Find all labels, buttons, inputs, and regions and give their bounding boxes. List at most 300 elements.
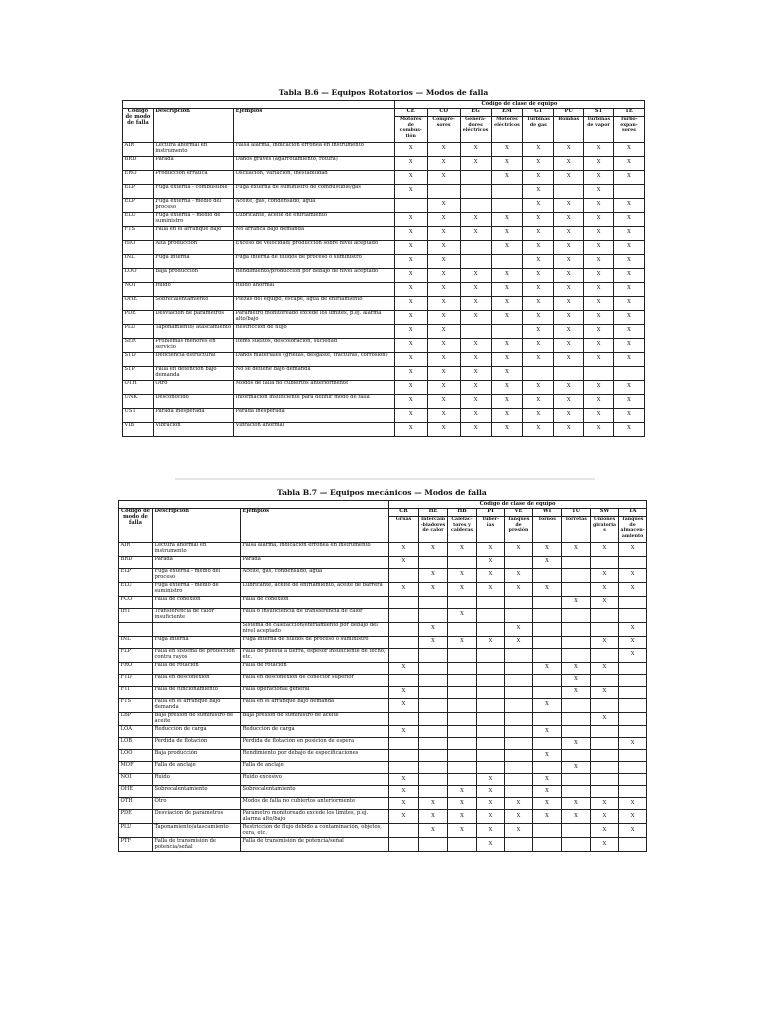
col-code-header: Código de modo de falla (119, 508, 153, 542)
failure-example: Ruido anormal (234, 282, 395, 296)
table-row (119, 798, 647, 810)
applicability-mark (562, 712, 591, 726)
applicability-mark: X (389, 798, 419, 810)
applicability-mark: X (477, 568, 505, 582)
applicability-mark: X (389, 786, 419, 798)
class-code: EG (460, 108, 491, 116)
applicability-mark: X (505, 568, 533, 582)
applicability-mark: X (427, 408, 460, 422)
failure-description: Ruido (153, 774, 241, 786)
applicability-mark (591, 762, 619, 774)
class-code: CO (427, 108, 460, 116)
applicability-mark (477, 622, 505, 636)
class-code: CE (394, 108, 427, 116)
applicability-mark: X (394, 240, 427, 254)
failure-description: Ruido (153, 282, 233, 296)
applicability-mark: X (584, 170, 614, 184)
applicability-mark: X (613, 380, 644, 394)
failure-code: ELU (119, 582, 153, 596)
table-row (119, 738, 647, 750)
applicability-mark (562, 622, 591, 636)
applicability-mark (562, 636, 591, 648)
applicability-mark: X (427, 380, 460, 394)
applicability-mark (505, 608, 533, 622)
applicability-mark: X (394, 296, 427, 310)
applicability-mark (619, 608, 647, 622)
applicability-mark (419, 738, 448, 750)
applicability-mark: X (533, 662, 562, 674)
table-row (119, 698, 647, 712)
applicability-mark (505, 712, 533, 726)
header-blank (119, 501, 389, 509)
applicability-mark (505, 596, 533, 608)
applicability-mark: X (613, 170, 644, 184)
failure-code: OHE (123, 296, 154, 310)
applicability-mark: X (523, 338, 554, 352)
applicability-mark: X (394, 254, 427, 268)
failure-example: Restricción de flujo (234, 324, 395, 338)
applicability-mark (389, 762, 419, 774)
applicability-mark: X (562, 810, 591, 824)
applicability-mark (491, 184, 523, 198)
applicability-mark (562, 582, 591, 596)
applicability-mark (591, 786, 619, 798)
failure-description: Fuga externa - medio del proceso (153, 568, 241, 582)
applicability-mark: X (523, 324, 554, 338)
applicability-mark: X (584, 184, 614, 198)
failure-description (153, 622, 241, 636)
failure-description: Pérdida de flotación (153, 738, 241, 750)
applicability-mark (389, 738, 419, 750)
applicability-mark: X (591, 810, 619, 824)
applicability-mark (591, 622, 619, 636)
applicability-mark (448, 698, 477, 712)
applicability-mark (591, 738, 619, 750)
applicability-mark: X (427, 366, 460, 380)
failure-description: Sobrecalentamiento (153, 296, 233, 310)
applicability-mark: X (394, 408, 427, 422)
applicability-mark (505, 786, 533, 798)
applicability-mark: X (419, 622, 448, 636)
applicability-mark: X (523, 352, 554, 366)
applicability-mark: X (584, 394, 614, 408)
applicability-mark (419, 774, 448, 786)
failure-code: ELP (123, 184, 154, 198)
applicability-mark: X (523, 296, 554, 310)
applicability-mark (533, 648, 562, 662)
failure-code: FCO (119, 596, 153, 608)
applicability-mark: X (554, 254, 584, 268)
applicability-mark: X (619, 542, 647, 556)
applicability-mark: X (460, 156, 491, 170)
failure-example: Modos de falla no cubiertos anteriormente (234, 380, 395, 394)
failure-code: HIO (123, 240, 154, 254)
applicability-mark: X (584, 282, 614, 296)
failure-code: FTS (123, 226, 154, 240)
applicability-mark: X (554, 212, 584, 226)
applicability-mark: X (523, 226, 554, 240)
applicability-mark: X (554, 170, 584, 184)
failure-example: Exceso de velocidad/ producción sobre nivel aceptado (234, 240, 395, 254)
failure-example: Fuga interna de fluidos de proceso o suministro (234, 254, 395, 268)
applicability-mark: X (427, 310, 460, 324)
applicability-mark: X (427, 254, 460, 268)
class-code: EM (491, 108, 523, 116)
applicability-mark: X (491, 422, 523, 436)
applicability-mark: X (389, 726, 419, 738)
applicability-mark (460, 240, 491, 254)
applicability-mark: X (427, 240, 460, 254)
table-row (119, 568, 647, 582)
failure-description: Fuga interna (153, 636, 241, 648)
applicability-mark: X (613, 198, 644, 212)
applicability-mark: X (427, 268, 460, 282)
applicability-mark: X (533, 582, 562, 596)
failure-example: Sistema de calefacción/enfriamiento por debajo del nivel aceptado (241, 622, 389, 636)
applicability-mark: X (427, 170, 460, 184)
table-row (123, 296, 645, 310)
applicability-mark: X (491, 212, 523, 226)
class-code: HB (448, 508, 477, 516)
applicability-mark: X (584, 198, 614, 212)
applicability-mark: X (419, 568, 448, 582)
applicability-mark: X (394, 422, 427, 436)
class-code: CR (389, 508, 419, 516)
applicability-mark (389, 712, 419, 726)
applicability-mark (389, 608, 419, 622)
applicability-mark (448, 674, 477, 686)
failure-description: Desviación de parámetros (153, 810, 241, 824)
applicability-mark: X (394, 268, 427, 282)
class-name: Bombas (554, 116, 584, 142)
applicability-mark (619, 686, 647, 698)
applicability-mark: X (427, 394, 460, 408)
applicability-mark: X (523, 156, 554, 170)
applicability-mark (619, 674, 647, 686)
table-row (123, 310, 645, 324)
applicability-mark (448, 686, 477, 698)
failure-description: Baja producción (153, 750, 241, 762)
applicability-mark (419, 674, 448, 686)
applicability-mark: X (448, 542, 477, 556)
applicability-mark: X (394, 352, 427, 366)
class-name: Compre-sores (427, 116, 460, 142)
applicability-mark: X (460, 366, 491, 380)
applicability-mark: X (523, 282, 554, 296)
failure-description: Otro (153, 380, 233, 394)
applicability-mark (389, 674, 419, 686)
class-name: Tanques de almacen-amiento (619, 516, 647, 542)
applicability-mark: X (533, 698, 562, 712)
applicability-mark: X (389, 662, 419, 674)
failure-code: INL (119, 636, 153, 648)
failure-example: Fuga interna de fluidos de proceso o suministro (241, 636, 389, 648)
failure-example: Restricción de flujo debido a contaminación, objetos, cera, etc. (241, 824, 389, 838)
applicability-mark (419, 838, 448, 852)
class-name: Motores eléctricos (491, 116, 523, 142)
failure-example: Ítems sueltos, descoloración, suciedad (234, 338, 395, 352)
failure-code: ERO (123, 170, 154, 184)
applicability-mark: X (448, 786, 477, 798)
failure-code: UST (123, 408, 154, 422)
applicability-mark: X (427, 296, 460, 310)
failure-code: PDE (123, 310, 154, 324)
applicability-mark: X (533, 556, 562, 568)
failure-example: Daños materiales (grietas, desgaste, fracturas, corrosión) (234, 352, 395, 366)
applicability-mark: X (591, 838, 619, 852)
applicability-mark (419, 762, 448, 774)
failure-example: Falla de rotación (241, 662, 389, 674)
applicability-mark (419, 698, 448, 712)
col-examples-header: Ejemplos (234, 108, 395, 142)
applicability-mark: X (523, 240, 554, 254)
applicability-mark: X (491, 142, 523, 156)
applicability-mark (491, 324, 523, 338)
applicability-mark: X (584, 142, 614, 156)
table-row (119, 824, 647, 838)
applicability-mark: X (460, 394, 491, 408)
failure-example: Baja presión de suministro de aceite (241, 712, 389, 726)
failure-code: SER (123, 338, 154, 352)
applicability-mark: X (584, 268, 614, 282)
applicability-mark: X (477, 542, 505, 556)
failure-description: Fuga externa – medio de suministro (153, 212, 233, 226)
applicability-mark: X (591, 542, 619, 556)
applicability-mark (505, 774, 533, 786)
applicability-mark: X (619, 798, 647, 810)
applicability-mark: X (427, 422, 460, 436)
failure-code: OTH (119, 798, 153, 810)
applicability-mark: X (584, 408, 614, 422)
applicability-mark: X (613, 268, 644, 282)
applicability-mark (419, 648, 448, 662)
applicability-mark (523, 366, 554, 380)
applicability-mark (533, 738, 562, 750)
applicability-mark: X (533, 726, 562, 738)
applicability-mark: X (613, 142, 644, 156)
applicability-mark: X (613, 282, 644, 296)
class-code: TA (619, 508, 647, 516)
applicability-mark (389, 622, 419, 636)
applicability-mark: X (523, 142, 554, 156)
failure-example: Modos de falla no cubiertos anteriormente (241, 798, 389, 810)
failure-example: No arranca bajo demanda (234, 226, 395, 240)
applicability-mark: X (562, 662, 591, 674)
failure-example: Falla operacional general (241, 686, 389, 698)
table-caption: Tabla B.6 — Equipos Rotatorios — Modos de falla (278, 88, 489, 97)
applicability-mark: X (427, 198, 460, 212)
applicability-mark: X (523, 380, 554, 394)
failure-description: Parada inesperada (153, 408, 233, 422)
applicability-mark: X (584, 324, 614, 338)
failure-description: Baja presión de suministro de aceite (153, 712, 241, 726)
failure-description: Parada (153, 156, 233, 170)
applicability-mark (389, 750, 419, 762)
applicability-mark: X (584, 254, 614, 268)
applicability-mark (562, 750, 591, 762)
applicability-mark: X (477, 838, 505, 852)
applicability-mark: X (591, 712, 619, 726)
applicability-mark: X (619, 622, 647, 636)
applicability-mark (533, 608, 562, 622)
applicability-mark: X (619, 582, 647, 596)
failure-code: OHE (119, 786, 153, 798)
failure-example: Falla en el arranque bajo demanda (241, 698, 389, 712)
failure-description: Problemas menores en servicio (153, 338, 233, 352)
failure-code: AIR (119, 542, 153, 556)
class-code: PU (554, 108, 584, 116)
applicability-mark: X (613, 156, 644, 170)
applicability-mark: X (389, 774, 419, 786)
failure-example: Falsa alarma, indicación errónea en instrumento (234, 142, 395, 156)
applicability-mark (619, 786, 647, 798)
applicability-mark (533, 686, 562, 698)
applicability-mark: X (460, 282, 491, 296)
applicability-mark: X (394, 226, 427, 240)
applicability-mark (460, 324, 491, 338)
failure-description: Deficiencia estructural (153, 352, 233, 366)
applicability-mark: X (591, 568, 619, 582)
failure-mode-table (122, 100, 645, 437)
applicability-mark (448, 762, 477, 774)
failure-example: Parámetro monitoreado excede los límites, p.ej. alarma alto/bajo (241, 810, 389, 824)
applicability-mark (477, 596, 505, 608)
applicability-mark: X (523, 170, 554, 184)
failure-code: MOF (119, 762, 153, 774)
applicability-mark (477, 750, 505, 762)
class-code-header: Código de clase de equipo (394, 101, 644, 109)
applicability-mark: X (613, 226, 644, 240)
class-name: Turbinas de vapor (584, 116, 614, 142)
failure-example: Falla en desconexión de conector superior (241, 674, 389, 686)
failure-example: Falla de puesta a tierra, espesor insuficiente de techo, etc. (241, 648, 389, 662)
failure-description: Falla en detención bajo demanda (153, 366, 233, 380)
applicability-mark: X (562, 674, 591, 686)
applicability-mark: X (554, 310, 584, 324)
applicability-mark (477, 726, 505, 738)
applicability-mark (448, 662, 477, 674)
applicability-mark: X (491, 408, 523, 422)
page-divider (175, 478, 595, 480)
table-row (119, 774, 647, 786)
applicability-mark (477, 686, 505, 698)
applicability-mark: X (591, 582, 619, 596)
applicability-mark: X (477, 810, 505, 824)
table-row (123, 184, 645, 198)
applicability-mark: X (533, 810, 562, 824)
applicability-mark: X (613, 240, 644, 254)
applicability-mark: X (591, 798, 619, 810)
applicability-mark: X (523, 184, 554, 198)
applicability-mark: X (394, 212, 427, 226)
table-row (123, 352, 645, 366)
failure-description: Lectura anormal en instrumento (153, 542, 241, 556)
table-row (123, 380, 645, 394)
failure-description: Sobrecalentamiento (153, 786, 241, 798)
applicability-mark (389, 636, 419, 648)
applicability-mark: X (427, 282, 460, 296)
failure-code: NOI (119, 774, 153, 786)
failure-example: Pérdida de flotación en posición de espera (241, 738, 389, 750)
col-code-header: Código de modo de falla (123, 108, 154, 142)
applicability-mark (448, 556, 477, 568)
applicability-mark (448, 648, 477, 662)
applicability-mark: X (505, 798, 533, 810)
failure-code: INL (123, 254, 154, 268)
failure-code: NOI (123, 282, 154, 296)
failure-code: ELU (123, 212, 154, 226)
applicability-mark (619, 662, 647, 674)
failure-example: Lubricante, aceite de enfriamiento (234, 212, 395, 226)
applicability-mark: X (591, 824, 619, 838)
applicability-mark (448, 712, 477, 726)
applicability-mark: X (554, 338, 584, 352)
class-name: Tuber-ías (477, 516, 505, 542)
applicability-mark: X (427, 226, 460, 240)
class-name: Motores de combus-tión (394, 116, 427, 142)
applicability-mark: X (562, 542, 591, 556)
applicability-mark (448, 596, 477, 608)
applicability-mark (613, 184, 644, 198)
failure-example: Rendimiento por debajo de especificaciones (241, 750, 389, 762)
applicability-mark: X (460, 408, 491, 422)
failure-description: Falla en sistema de protección contra rayos (153, 648, 241, 662)
table-row (119, 622, 647, 636)
failure-description: Fuga interna (153, 254, 233, 268)
applicability-mark: X (554, 142, 584, 156)
applicability-mark: X (491, 310, 523, 324)
applicability-mark: X (554, 324, 584, 338)
applicability-mark (613, 366, 644, 380)
class-name: Tanques de presión (505, 516, 533, 542)
applicability-mark: X (562, 738, 591, 750)
table-row (119, 596, 647, 608)
failure-code: ELP (119, 568, 153, 582)
failure-description: Transferencia de calor insuficiente (153, 608, 241, 622)
applicability-mark: X (554, 240, 584, 254)
failure-code: PLU (123, 324, 154, 338)
table-row (119, 648, 647, 662)
table-row (123, 254, 645, 268)
applicability-mark: X (477, 824, 505, 838)
class-code: GT (523, 108, 554, 116)
failure-code: PTF (119, 838, 153, 852)
applicability-mark (505, 556, 533, 568)
applicability-mark (419, 596, 448, 608)
applicability-mark: X (419, 636, 448, 648)
failure-description: Parada (153, 556, 241, 568)
applicability-mark (562, 726, 591, 738)
applicability-mark: X (491, 268, 523, 282)
applicability-mark (419, 686, 448, 698)
table-row (123, 366, 645, 380)
table-row (123, 142, 645, 156)
table-row (119, 674, 647, 686)
failure-example: Información insuficiente para definir modo de falla (234, 394, 395, 408)
applicability-mark: X (523, 408, 554, 422)
failure-code: AIR (123, 142, 154, 156)
class-code: WI (533, 508, 562, 516)
failure-code: BRD (123, 156, 154, 170)
col-description-header: Descripción (153, 508, 241, 542)
failure-description: Falla de transmisión de potencia/señal (153, 838, 241, 852)
class-name: Torretas (562, 516, 591, 542)
applicability-mark: X (427, 324, 460, 338)
applicability-mark (584, 366, 614, 380)
applicability-mark: X (394, 366, 427, 380)
applicability-mark (477, 738, 505, 750)
applicability-mark: X (533, 774, 562, 786)
